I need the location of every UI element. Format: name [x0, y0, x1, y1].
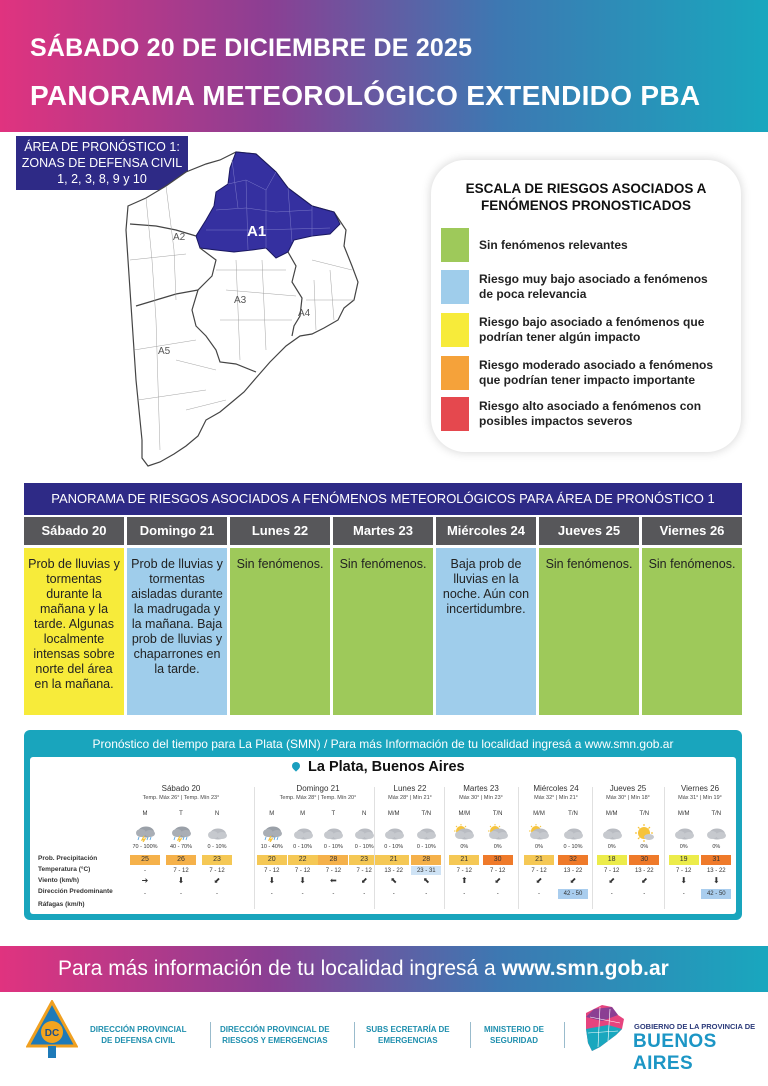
dc-logo-text: DC — [44, 1028, 60, 1039]
scale-text: Riesgo bajo asociado a fenómenos que — [479, 315, 705, 329]
day-divider — [592, 787, 593, 909]
sun-cloud-icon — [486, 824, 510, 842]
day-divider — [664, 787, 665, 909]
gust-cell: - — [144, 891, 146, 897]
wind-direction-arrow: ⬋ — [360, 876, 368, 885]
forecast-day-name: Jueves 25 — [609, 784, 647, 793]
forecast-day — [446, 784, 516, 912]
precip-prob: 0 - 10% — [323, 844, 343, 850]
scale-text: posibles impactos severos — [479, 414, 633, 428]
temperature-cell: 30 — [483, 855, 513, 865]
forecast-period — [629, 809, 659, 899]
org-divider — [564, 1022, 565, 1048]
forecast-panel — [24, 730, 742, 920]
province-map — [116, 150, 366, 468]
period-label: M — [300, 811, 306, 817]
scale-item-none — [441, 228, 741, 264]
temperature-cell: 23 — [349, 855, 379, 865]
pba-province-logo — [582, 1003, 626, 1053]
temperature-cell: 25 — [130, 855, 160, 865]
scale-text: Riesgo moderado asociado a fenómenos — [479, 358, 714, 372]
org-line: EMERGENCIAS — [378, 1036, 438, 1045]
temperature-cell: 21 — [524, 855, 554, 865]
scale-text: podrían tener algún impacto — [479, 330, 641, 344]
risk-day-column — [127, 517, 227, 715]
org-line: DE DEFENSA CIVIL — [101, 1036, 176, 1045]
risk-day-text: Prob de lluvias y tormentas aisladas durante la madrugada y la mañana. Baja prob de lluvias y chaparrones en la tarde. — [127, 548, 227, 715]
forecast-day-temps: Máx 31° | Mín 19° — [678, 795, 722, 801]
cloud-icon — [414, 824, 438, 842]
forecast-location — [292, 759, 465, 775]
risk-day-name: Viernes 26 — [642, 517, 742, 545]
org-line: SEGURIDAD — [490, 1036, 539, 1045]
wind-direction-arrow: ⬋ — [213, 876, 221, 885]
org-riesgos — [220, 1024, 330, 1046]
map-label-a5: A5 — [158, 346, 171, 357]
temperature-cell: 28 — [318, 855, 348, 865]
risk-day-name: Jueves 25 — [539, 517, 639, 545]
precip-prob: 0% — [712, 844, 721, 850]
scale-text: Riesgo alto asociado a fenómenos con — [479, 399, 702, 413]
header-banner — [0, 0, 768, 132]
precip-prob: 0% — [679, 844, 688, 850]
forecast-day-name: Miércoles 24 — [533, 784, 579, 793]
forecast-day-temps: Temp. Máx 26° | Temp. Mín 23° — [142, 795, 220, 801]
gust-cell: - — [496, 891, 499, 897]
org-line: RIESGOS Y EMERGENCIAS — [222, 1036, 328, 1045]
period-label: T/N — [421, 811, 432, 817]
temperature-cell: 26 — [166, 855, 196, 865]
location-pin-icon — [290, 760, 301, 771]
org-divider — [210, 1022, 211, 1048]
risk-scale-card — [431, 160, 741, 452]
wind-cell: 13 - 22 — [634, 868, 654, 874]
period-label: T/N — [639, 811, 650, 817]
risk-day-name: Domingo 21 — [127, 517, 227, 545]
forecast-day — [594, 784, 662, 912]
precip-prob: 0 - 10% — [563, 844, 583, 850]
cloud-icon — [561, 824, 585, 842]
wind-cell: 7 - 12 — [173, 868, 189, 874]
precip-prob: 0 - 10% — [354, 844, 374, 850]
wind-cell: 13 - 22 — [706, 868, 726, 874]
temperature-cell: 21 — [449, 855, 479, 865]
scale-item-low — [441, 313, 741, 349]
wind-direction-arrow: ⬅ — [330, 876, 337, 885]
scale-swatch — [441, 313, 469, 347]
scale-item-high — [441, 397, 741, 433]
gust-cell: - — [270, 891, 273, 897]
wind-direction-arrow: ⬋ — [494, 876, 502, 885]
forecast-day-name: Domingo 21 — [296, 784, 340, 793]
forecast-period — [130, 809, 160, 899]
cloud-icon — [291, 824, 315, 842]
forecast-day — [376, 784, 444, 912]
wind-direction-arrow: ⬋ — [608, 876, 616, 885]
wind-direction-arrow: ⬉ — [390, 876, 398, 885]
wind-cell: 7 - 12 — [294, 868, 311, 874]
risk-scale-title-line1: ESCALA DE RIESGOS ASOCIADOS A — [465, 181, 707, 196]
wind-cell: - — [144, 868, 146, 874]
map-label-a1: A1 — [247, 223, 267, 240]
forecast-heading: Pronóstico del tiempo para La Plata (SMN) / Para más Información de tu localidad ingresá a www.smn.gob.ar — [92, 737, 674, 751]
risk-day-text: Prob de lluvias y tormentas durante la mañana y la tarde. Algunas localmente intensas sobre norte del área en la mañana. — [24, 548, 124, 715]
temperature-cell: 18 — [597, 855, 627, 865]
period-label: M/M — [533, 811, 545, 817]
org-defensa-civil — [90, 1024, 186, 1046]
temperature-cell: 28 — [411, 855, 441, 865]
wind-cell: 7 - 12 — [604, 868, 620, 874]
area-label-line3: 1, 2, 3, 8, 9 y 10 — [57, 172, 147, 186]
forecast-period — [597, 809, 627, 899]
sun-icon — [632, 824, 656, 842]
scale-swatch — [441, 228, 469, 262]
scale-text: Sin fenómenos relevantes — [479, 238, 628, 252]
scale-swatch — [441, 397, 469, 431]
precip-prob: 0 - 10% — [293, 844, 313, 850]
org-line: DIRECCIÓN PROVINCIAL DE — [220, 1025, 330, 1034]
period-label: T — [179, 811, 183, 817]
period-label: M/M — [605, 811, 618, 817]
wind-cell: 7 - 12 — [209, 868, 225, 874]
forecast-period — [166, 809, 196, 899]
row-label-direction: Dirección Predominante — [38, 888, 113, 895]
risk-day-text: Sin fenómenos. — [539, 548, 639, 715]
forecast-day — [520, 784, 592, 912]
temperature-cell: 19 — [669, 855, 699, 865]
risk-day-text: Sin fenómenos. — [230, 548, 330, 715]
period-label: M/M — [387, 811, 400, 817]
temperature-cell: 31 — [701, 855, 731, 865]
forecast-table — [30, 757, 736, 914]
wind-cell: 7 - 12 — [676, 868, 692, 874]
period-label: T/N — [492, 811, 503, 817]
forecast-period — [483, 809, 513, 899]
forecast-period — [202, 809, 232, 899]
footer-banner-text: Para más información de tu localidad ingresá a — [58, 957, 502, 980]
cloud-icon — [382, 824, 406, 842]
risk-day-column — [436, 517, 536, 715]
forecast-period — [288, 809, 318, 899]
wind-cell: 7 - 12 — [264, 868, 280, 874]
wind-direction-arrow: ➔ — [141, 876, 149, 885]
gov-label-big: BUENOS AIRES — [633, 1031, 717, 1074]
scale-text: que podrían tener impacto importante — [479, 373, 696, 387]
defensa-civil-logo — [26, 1000, 78, 1060]
wind-cell: 7 - 12 — [531, 868, 547, 874]
area-label-line1: ÁREA DE PRONÓSTICO 1: — [24, 140, 180, 154]
forecast-period — [701, 809, 731, 899]
cloud-icon — [704, 824, 728, 842]
map-label-a3: A3 — [234, 295, 247, 306]
wind-direction-arrow: ⬉ — [422, 876, 430, 885]
sun-cloud-icon — [527, 824, 551, 842]
org-ministerio — [484, 1024, 544, 1046]
day-divider — [518, 787, 519, 909]
scale-item-very-low — [441, 270, 741, 306]
risk-day-name: Martes 23 — [333, 517, 433, 545]
gust-cell: - — [538, 891, 540, 897]
org-divider — [470, 1022, 471, 1048]
risk-day-name: Sábado 20 — [24, 517, 124, 545]
gust-cell: - — [180, 891, 182, 897]
gust-cell: - — [216, 891, 218, 897]
storm-icon — [169, 824, 193, 842]
forecast-day-name: Viernes 26 — [680, 784, 720, 793]
precip-prob: 0% — [607, 844, 616, 850]
wind-cell: 7 - 12 — [456, 868, 472, 874]
day-divider — [374, 787, 375, 909]
risk-day-column — [24, 517, 124, 715]
wind-direction-arrow: ⬇ — [268, 876, 276, 885]
gust-cell: - — [301, 891, 304, 897]
row-label-wind: Viento (km/h) — [38, 877, 80, 884]
map-label-a4: A4 — [298, 308, 311, 319]
wind-direction-arrow: ⬆ — [460, 876, 468, 885]
footer-banner-link[interactable]: www.smn.gob.ar — [501, 957, 669, 980]
gust-cell: 42 - 50 — [558, 889, 588, 899]
gust-cell: - — [332, 891, 335, 897]
map-label-a2: A2 — [173, 232, 186, 243]
org-divider — [354, 1022, 355, 1048]
day-divider — [444, 787, 445, 909]
footer-banner — [0, 946, 768, 992]
area-label-line2: ZONAS DE DEFENSA CIVIL — [21, 156, 183, 170]
cloud-icon — [352, 824, 376, 842]
scale-text: Riesgo muy bajo asociado a fenómenos — [479, 272, 708, 286]
gust-cell: - — [610, 891, 613, 897]
wind-cell: 13 - 22 — [384, 868, 404, 874]
day-divider — [254, 787, 255, 909]
temperature-cell: 23 — [202, 855, 232, 865]
scale-swatch — [441, 356, 469, 390]
storm-icon — [260, 824, 284, 842]
risk-day-column — [333, 517, 433, 715]
forecast-day-temps: Máx 32° | Mín 21° — [534, 795, 578, 801]
wind-direction-arrow: ⬇ — [177, 876, 185, 885]
row-label-precip: Prob. Precipitación — [38, 855, 98, 862]
temperature-cell: 30 — [629, 855, 659, 865]
scale-text: de poca relevancia — [479, 287, 587, 301]
risk-scale-title — [431, 180, 741, 214]
wind-direction-arrow: ⬋ — [569, 876, 577, 885]
risk-day-text: Baja prob de lluvias en la noche. Aún con incertidumbre. — [436, 548, 536, 715]
wind-cell: 23 - 31 — [411, 866, 441, 875]
gust-cell: - — [425, 891, 428, 897]
wind-cell: 7 - 12 — [356, 868, 372, 874]
risk-day-column — [230, 517, 330, 715]
report-date: SÁBADO 20 DE DICIEMBRE DE 2025 — [30, 34, 473, 62]
gust-cell: - — [463, 891, 466, 897]
precip-prob: 0% — [460, 844, 469, 850]
forecast-day — [256, 784, 380, 912]
temperature-cell: 32 — [558, 855, 588, 865]
precip-prob: 10 - 40% — [260, 844, 283, 850]
forecast-day-temps: Máx 30° | Mín 18° — [606, 795, 650, 801]
forecast-day-temps: Temp. Máx 28° | Temp. Mín 20° — [279, 795, 357, 801]
storm-icon — [133, 824, 157, 842]
period-label: T — [331, 811, 336, 817]
wind-direction-arrow: ⬇ — [680, 876, 688, 885]
risk-scale-title-line2: FENÓMENOS PRONOSTICADOS — [480, 198, 691, 213]
period-label: N — [214, 811, 220, 817]
forecast-day — [124, 784, 238, 912]
precip-prob: 0 - 10% — [384, 844, 404, 850]
forecast-period — [257, 809, 287, 899]
scale-swatch — [441, 270, 469, 304]
precip-prob: 0% — [535, 844, 543, 850]
row-label-gusts: Ráfagas (km/h) — [38, 901, 85, 908]
risk-day-text: Sin fenómenos. — [642, 548, 742, 715]
wind-direction-arrow: ⬇ — [712, 876, 720, 885]
risk-day-name: Miércoles 24 — [436, 517, 536, 545]
risk-day-name: Lunes 22 — [230, 517, 330, 545]
temperature-cell: 20 — [257, 855, 287, 865]
cloud-icon — [205, 824, 229, 842]
risk-day-column — [539, 517, 639, 715]
gov-label-small: GOBIERNO DE LA PROVINCIA DE — [634, 1022, 756, 1031]
gust-cell: - — [363, 891, 366, 897]
risk-day-column — [642, 517, 742, 715]
period-label: M — [269, 811, 275, 817]
cloud-icon — [672, 824, 696, 842]
forecast-period — [669, 809, 699, 899]
forecast-period — [524, 809, 554, 899]
forecast-period — [379, 809, 409, 899]
forecast-day-name: Lunes 22 — [393, 784, 427, 793]
gust-cell: 42 - 50 — [701, 889, 731, 899]
forecast-day-name: Martes 23 — [463, 784, 499, 793]
row-label-temp: Temperatura (°C) — [38, 866, 91, 873]
temperature-cell: 21 — [379, 855, 409, 865]
gust-cell: - — [643, 891, 646, 897]
wind-direction-arrow: ⬇ — [299, 876, 306, 885]
wind-direction-arrow: ⬋ — [535, 876, 543, 885]
org-emergencias — [366, 1024, 450, 1046]
precip-prob: 0% — [493, 844, 502, 850]
forecast-location-name: La Plata, Buenos Aires — [308, 759, 465, 775]
period-label: M/M — [677, 811, 690, 817]
risk-day-text: Sin fenómenos. — [333, 548, 433, 715]
temperature-cell: 22 — [288, 855, 318, 865]
precip-prob: 0% — [640, 844, 649, 850]
cloud-icon — [321, 824, 345, 842]
period-label: T/N — [711, 811, 722, 817]
report-title: PANORAMA METEOROLÓGICO EXTENDIDO PBA — [30, 80, 701, 111]
forecast-period — [318, 809, 348, 899]
period-label: M — [142, 811, 148, 817]
period-label: T/N — [568, 811, 578, 817]
precip-prob: 0 - 10% — [207, 844, 227, 850]
forecast-day-name: Sábado 20 — [161, 784, 201, 793]
forecast-day — [666, 784, 734, 912]
period-label: M/M — [458, 811, 471, 817]
org-line: MINISTERIO DE — [484, 1025, 545, 1034]
forecast-period — [449, 809, 479, 899]
scale-item-moderate — [441, 356, 741, 392]
forecast-day-temps: Máx 28° | Mín 21° — [388, 795, 432, 801]
period-label: N — [362, 811, 367, 817]
risk-table-heading: PANORAMA DE RIESGOS ASOCIADOS A FENÓMENOS METEOROLÓGICOS PARA ÁREA DE PRONÓSTICO 1 — [24, 483, 742, 515]
precip-prob: 40 - 70% — [169, 844, 192, 850]
gust-cell: - — [392, 891, 395, 897]
org-line: SUBS ECRETARÍA DE — [366, 1025, 450, 1034]
precip-prob: 0 - 10% — [416, 844, 436, 850]
precip-prob: 70 - 100% — [132, 844, 158, 850]
wind-cell: 7 - 12 — [325, 868, 342, 874]
forecast-period — [558, 809, 588, 899]
gust-cell: - — [682, 891, 685, 897]
forecast-day-temps: Máx 30° | Mín 23° — [459, 795, 503, 801]
sun-cloud-icon — [452, 824, 476, 842]
wind-cell: 7 - 12 — [490, 868, 506, 874]
risk-table — [24, 517, 742, 715]
wind-direction-arrow: ⬋ — [640, 876, 648, 885]
forecast-period — [411, 809, 441, 899]
wind-cell: 13 - 22 — [563, 868, 583, 874]
cloud-icon — [600, 824, 624, 842]
org-line: DIRECCIÓN PROVINCIAL — [90, 1025, 187, 1034]
